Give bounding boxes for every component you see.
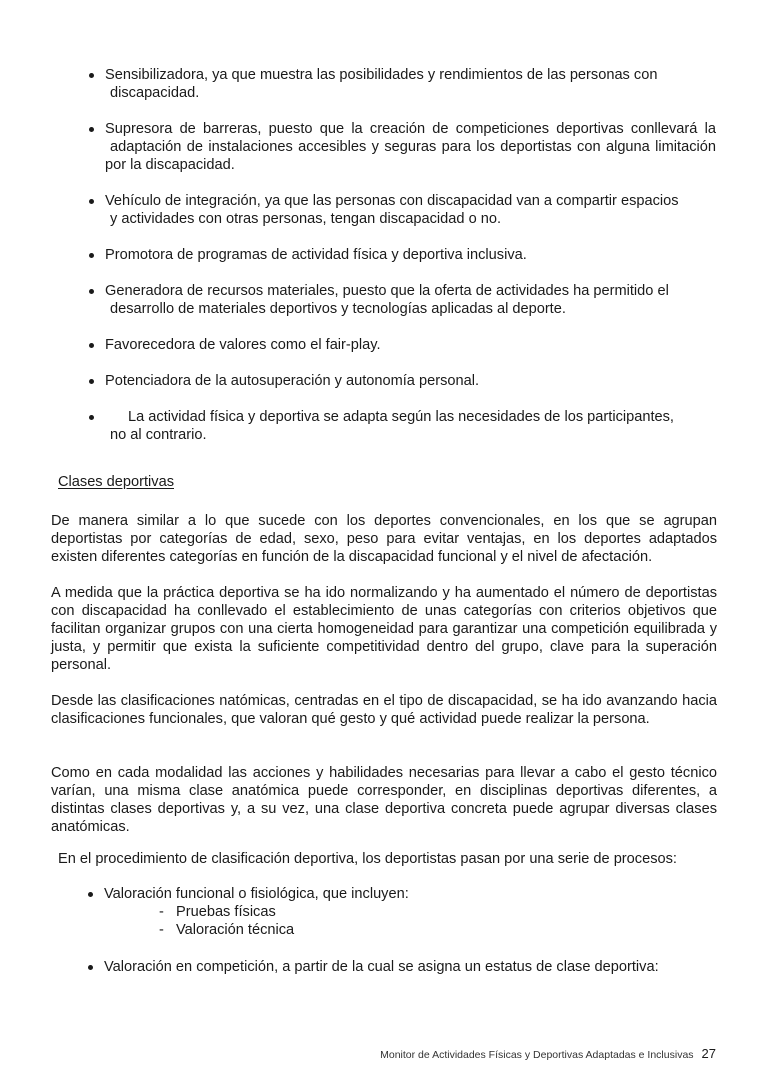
list-item bbox=[88, 120, 716, 174]
dash-icon: - bbox=[159, 922, 164, 938]
sublist-item-text: Pruebas físicas bbox=[176, 904, 276, 920]
bullet-icon bbox=[89, 253, 94, 258]
bullet-icon bbox=[89, 127, 94, 132]
process-sublist bbox=[159, 903, 294, 939]
paragraph: A medida que la práctica deportiva se ha ido normalizando y ha aumentado el número de deportistas con discapacidad ha conllevado el establecimiento de unas categorías con criterios objetivos que facilitan organizar grupos con una cierta homogeneidad para garantizar una competición equilibrada y justa, y permitir que exista la suficiente competitividad dentro del grupo, clave para la superación personal. bbox=[51, 585, 717, 673]
paragraph: Como en cada modalidad las acciones y habilidades necesarias para llevar a cabo el gesto técnico varían, una misma clase anatómica puede corresponder, en disciplinas deportivas diferentes, a distintas clases deportivas y, a su vez, una clase deportiva concreta puede agrupar diversas clases anatómicas. bbox=[51, 765, 717, 835]
list-item bbox=[88, 66, 716, 102]
page-number: 27 bbox=[701, 1046, 716, 1061]
list-item-text: Sensibilizadora, ya que muestra las posibilidades y rendimientos de las personas con discapacidad. bbox=[105, 67, 658, 101]
list-item bbox=[88, 282, 716, 318]
sublist-item bbox=[159, 903, 294, 921]
process-list bbox=[86, 885, 726, 903]
list-item-text: Generadora de recursos materiales, puesto que la oferta de actividades ha permitido el desarrollo de materiales deportivos y tecnologías aplicadas al deporte. bbox=[105, 283, 669, 317]
list-item-text: Vehículo de integración, ya que las personas con discapacidad van a compartir espacios y actividades con otras personas, tengan discapacidad o no. bbox=[105, 193, 679, 227]
bullet-icon bbox=[88, 892, 93, 897]
list-item-text: Valoración funcional o fisiológica, que incluyen: bbox=[104, 886, 409, 902]
list-item-text: Valoración en competición, a partir de la cual se asigna un estatus de clase deportiva: bbox=[104, 959, 659, 975]
list-item bbox=[88, 192, 716, 228]
list-item-text: La actividad física y deportiva se adapta según las necesidades de los participantes, no al contrario. bbox=[110, 409, 674, 443]
bullet-icon bbox=[89, 289, 94, 294]
list-item-text: Promotora de programas de actividad física y deportiva inclusiva. bbox=[105, 247, 527, 263]
list-item bbox=[88, 336, 716, 354]
bullet-icon bbox=[89, 379, 94, 384]
section-heading: Clases deportivas bbox=[58, 474, 174, 490]
bullet-icon bbox=[89, 343, 94, 348]
footer-title: Monitor de Actividades Físicas y Deportivas Adaptadas e Inclusivas bbox=[380, 1049, 694, 1061]
list-item bbox=[88, 408, 716, 444]
list-item bbox=[86, 885, 726, 903]
list-item bbox=[86, 958, 726, 976]
list-item bbox=[88, 372, 716, 390]
bullet-icon bbox=[89, 199, 94, 204]
paragraph: En el procedimiento de clasificación deportiva, los deportistas pasan por una serie de procesos: bbox=[58, 851, 677, 867]
sublist-item-text: Valoración técnica bbox=[176, 922, 295, 938]
dash-icon: - bbox=[159, 904, 164, 920]
bullet-icon bbox=[89, 73, 94, 78]
list-item-text: Supresora de barreras, puesto que la creación de competiciones deportivas conllevará la adaptación de instalaciones accesibles y seguras para los deportistas con alguna limitación por la discapacidad. bbox=[105, 121, 716, 173]
characteristics-list bbox=[88, 66, 716, 462]
bullet-icon bbox=[89, 415, 94, 420]
sublist-item bbox=[159, 921, 294, 939]
list-item-text: Potenciadora de la autosuperación y autonomía personal. bbox=[105, 373, 480, 389]
list-item-text: Favorecedora de valores como el fair-play. bbox=[105, 337, 381, 353]
process-list bbox=[86, 958, 726, 976]
paragraph: De manera similar a lo que sucede con los deportes convencionales, en los que se agrupan deportistas por categorías de edad, sexo, peso para evitar ventajas, en los deportes adaptados existen diferentes categorías en función de la discapacidad funcional y el nivel de afectación. bbox=[51, 513, 717, 565]
paragraph: Desde las clasificaciones natómicas, centradas en el tipo de discapacidad, se ha ido avanzando hacia clasificaciones funcionales, que valoran qué gesto y qué actividad puede realizar la persona. bbox=[51, 693, 717, 727]
page-footer bbox=[380, 1045, 716, 1064]
list-item bbox=[88, 246, 716, 264]
bullet-icon bbox=[88, 965, 93, 970]
